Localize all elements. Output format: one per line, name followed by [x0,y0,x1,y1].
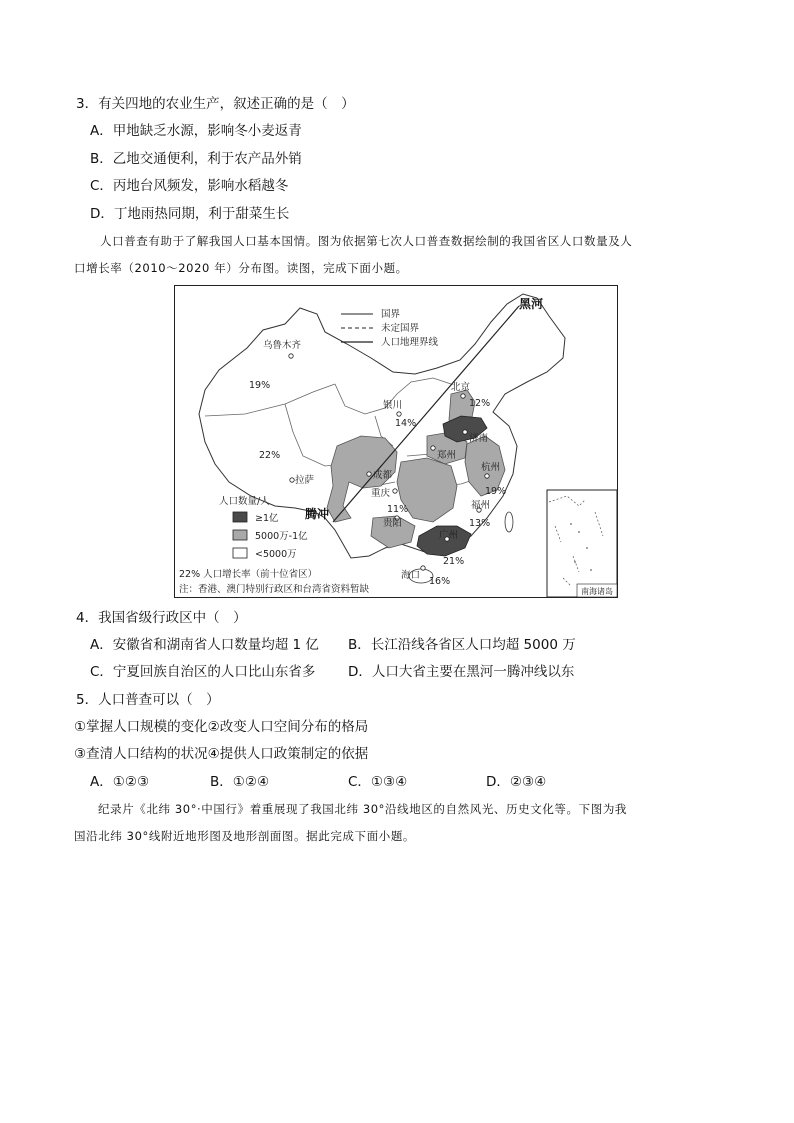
legend-high-label: ≥1亿 [255,513,279,524]
source-note: 注：香港、澳门特别行政区和台湾省资料暂缺 [179,584,370,595]
legend-swatch-high [233,512,247,522]
legend-border: 国界 [381,309,401,320]
question-3-option-c: C．丙地台风频发，影响水稻越冬 [90,178,289,194]
population-map-figure [174,285,618,598]
intro2-paragraph-line-2: 国沿北纬 30°线附近地形图及地形剖面图。据此完成下面小题。 [74,829,416,843]
city-beijing: 北京 [451,382,471,393]
taiwan-island [505,512,513,532]
rate-fujian: 13% [469,518,491,529]
rate-ningxia: 14% [395,418,417,429]
city-fuzhou: 福州 [471,500,491,511]
city-guangzhou: 广州 [439,530,459,541]
legend-swatch-mid [233,530,247,540]
legend-undetermined-border: 未定国界 [381,323,420,334]
city-yinchuan: 银川 [383,400,403,411]
legend-population-line: 人口地理界线 [381,337,439,348]
city-guiyang: 贵阳 [383,518,403,529]
question-4-option-a: A．安徽省和湖南省人口数量均超 1 亿 [90,637,319,653]
rate-beijing: 12% [469,398,491,409]
intro2-paragraph-line-1: 纪录片《北纬 30°·中国行》着重展现了我国北纬 30°沿线地区的自然风光、历史文化等。下图为我 [98,802,628,816]
intro-paragraph-line-2: 口增长率（2010～2020 年）分布图。读图，完成下面小题。 [74,261,408,275]
question-4-option-c: C．宁夏回族自治区的人口比山东省多 [90,664,316,680]
question-4-option-b: B．长江沿线各省区人口均超 5000 万 [348,637,576,653]
question-5-option-a: A．①②③ [90,774,150,790]
question-3-option-a: A．甲地缺乏水源，影响冬小麦返青 [90,123,302,139]
question-4-row-1 [90,636,576,654]
inset-label: 南海诸岛 [581,587,613,596]
question-5-items-1: ①掌握人口规模的变化②改变人口空间分布的格局 [74,719,369,735]
pop-legend-title: 人口数量/人 [219,496,270,507]
city-jinan: 济南 [469,433,489,444]
rate-tibet: 22% [259,450,281,461]
question-5-items-2: ③查清人口结构的状况④提供人口政策制定的依据 [74,746,369,762]
city-chengdu: 成都 [373,470,393,481]
question-5-options [90,773,546,791]
legend-mid-label: 5000万-1亿 [255,531,308,542]
rate-chongqing: 11% [387,504,409,515]
tengchong-label: 腾冲 [305,507,330,521]
question-4-row-2 [90,663,574,681]
heihe-label: 黑河 [519,297,544,311]
question-5-option-d: D．②③④ [486,774,547,790]
city-lhasa: 拉萨 [295,475,315,486]
legend-swatch-low [233,548,247,558]
legend-low-label: <5000万 [255,549,297,560]
question-5-stem: 5．人口普查可以（ ） [76,692,220,708]
rate-hainan: 16% [429,576,451,587]
rate-zhejiang: 19% [485,486,507,497]
south-sea-inset [547,490,617,597]
question-3-option-d: D．丁地雨热同期，利于甜菜生长 [90,206,290,222]
question-5-option-c: C．①③④ [348,774,408,790]
city-urumqi: 乌鲁木齐 [263,340,302,351]
city-zhengzhou: 郑州 [437,450,457,461]
rate-xinjiang: 19% [249,380,271,391]
question-4-option-d: D．人口大省主要在黑河一腾冲线以东 [348,664,575,680]
rate-guangdong: 21% [443,556,465,567]
question-5-option-b: B．①②④ [210,774,270,790]
intro-paragraph-line-1: 人口普查有助于了解我国人口基本国情。图为依据第七次人口普查数据绘制的我国省区人口数量及人 [100,234,633,248]
china-population-map [175,286,618,598]
question-4-stem: 4．我国省级行政区中（ ） [76,610,247,626]
city-chongqing: 重庆 [371,488,391,499]
question-3-stem: 3．有关四地的农业生产，叙述正确的是（ ） [76,96,355,112]
question-3-option-b: B．乙地交通便利，利于农产品外销 [90,151,302,167]
city-haikou: 海口 [401,570,421,581]
growth-rate-note: 22% 人口增长率（前十位省区） [179,569,318,580]
city-hangzhou: 杭州 [481,462,501,473]
